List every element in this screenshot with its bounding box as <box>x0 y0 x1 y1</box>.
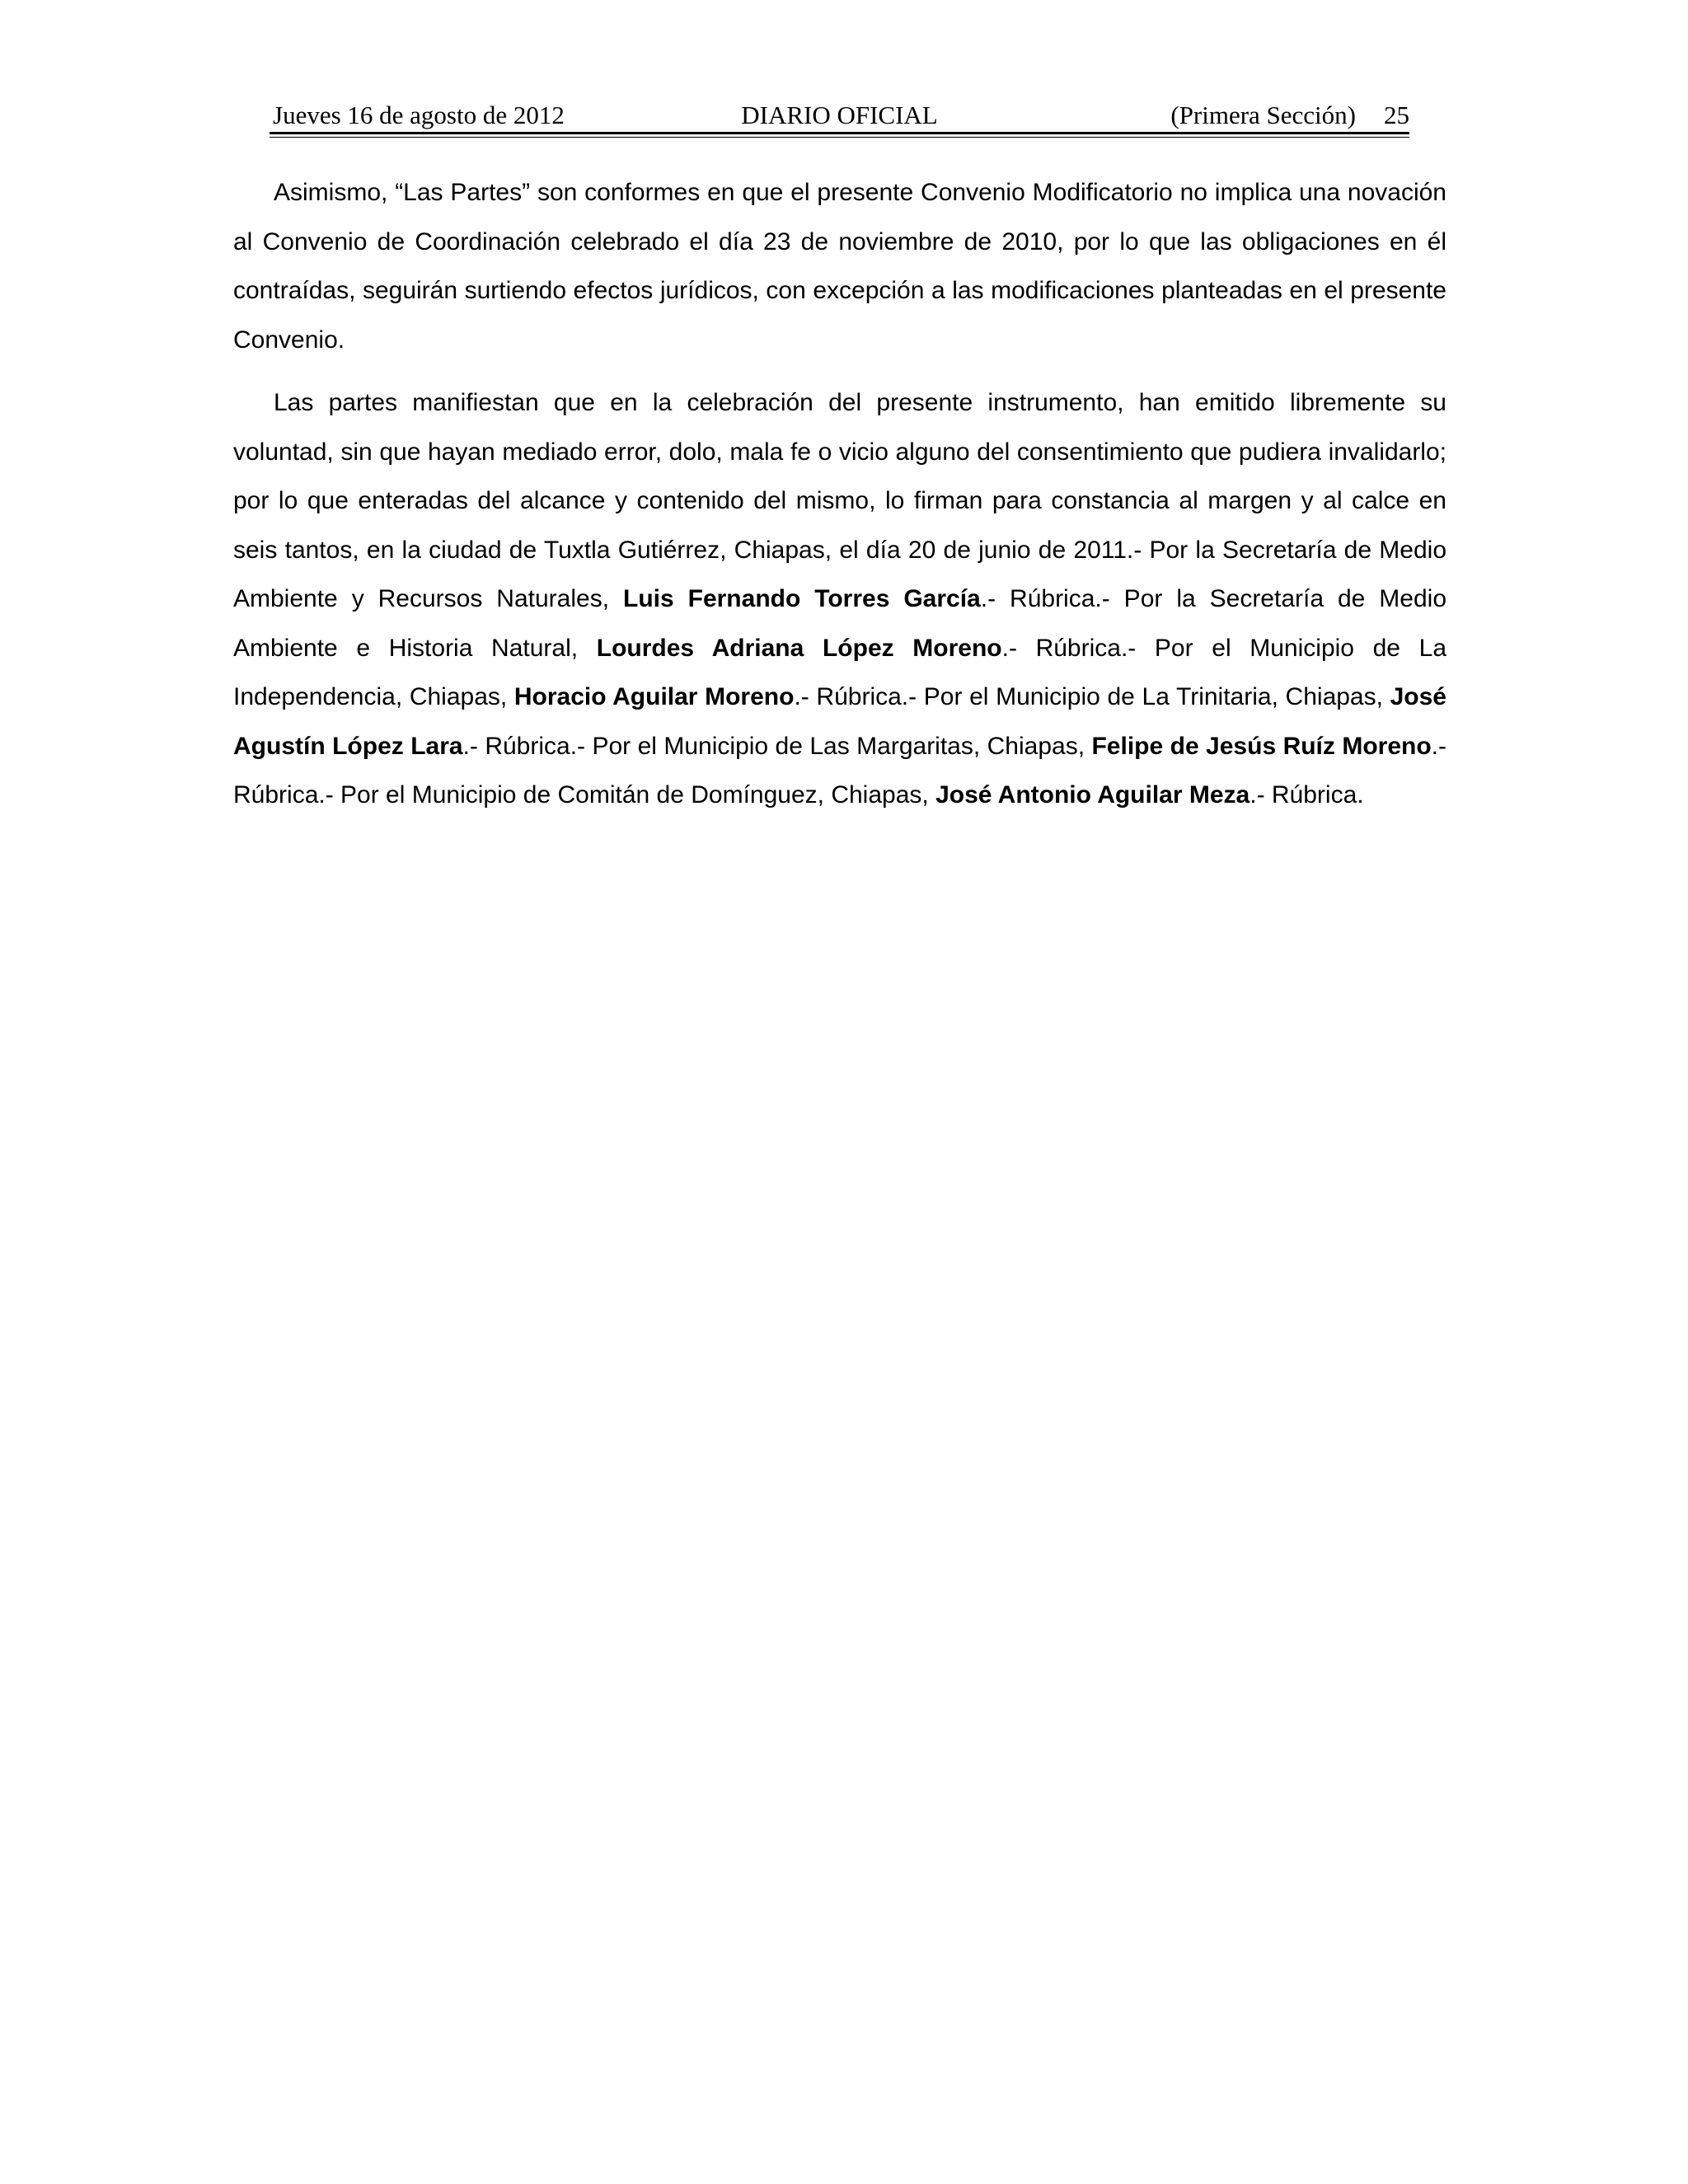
signer-name: Lourdes Adriana López Moreno <box>596 634 1002 662</box>
header-section-group <box>1170 97 1409 134</box>
header-rule-thick <box>270 132 1409 134</box>
signature-separator: .- Rúbrica.- Por el Municipio de La Independencia, Chiapas, <box>233 634 1447 710</box>
paragraph-non-novation: Asimismo, “Las Partes” son conformes en que el presente Convenio Modificatorio no implica una novación al Convenio de Coordinación celebrado el día 23 de noviembre de 2010, por lo que las obligaciones en él contraídas, seguirán surtiendo efectos jurídicos, con excepción a las modificaciones planteadas en el presente Convenio. <box>233 179 1447 354</box>
signer-name: José Agustín López Lara <box>233 683 1447 760</box>
signer-name: José Antonio Aguilar Meza <box>935 781 1250 808</box>
page-header <box>270 97 1409 134</box>
signer-name: Horacio Aguilar Moreno <box>513 683 795 710</box>
signatures-intro: Las partes manifiestan que en la celebración del presente instrumento, han emitido libremente su voluntad, sin que hayan mediado error, dolo, mala fe o vicio alguno del consentimiento que pudiera invalidarlo; por lo que enteradas del alcance y contenido del mismo, lo firman para constancia al margen y al calce en seis tantos, en la ciudad de Tuxtla Gutiérrez, Chiapas, el día 20 de junio de 2011.- Por la Secretaría de Medio Ambiente y Recursos Naturales, <box>233 389 1447 612</box>
signature-separator: .- Rúbrica.- Por el Municipio de La Trinitaria, Chiapas, <box>794 683 1390 710</box>
header-section: (Primera Sección) <box>1170 101 1356 129</box>
header-rule-thin <box>270 137 1409 138</box>
signer-name: Luis Fernando Torres García <box>623 585 981 612</box>
header-publication: DIARIO OFICIAL <box>741 101 938 129</box>
paragraph-signatures <box>233 378 1447 820</box>
signer-name: Felipe de Jesús Ruíz Moreno <box>1091 732 1432 760</box>
page-number: 25 <box>1384 101 1409 129</box>
signatures-closing: .- Rúbrica. <box>1250 781 1364 808</box>
signature-separator: .- Rúbrica.- Por el Municipio de Comitán de Domínguez, Chiapas, <box>233 732 1447 808</box>
document-body <box>233 168 1447 834</box>
header-date: Jueves 16 de agosto de 2012 <box>273 101 565 129</box>
signature-separator: .- Rúbrica.- Por la Secretaría de Medio Ambiente e Historia Natural, <box>233 585 1447 662</box>
signature-separator: .- Rúbrica.- Por el Municipio de Las Margaritas, Chiapas, <box>462 732 1092 760</box>
